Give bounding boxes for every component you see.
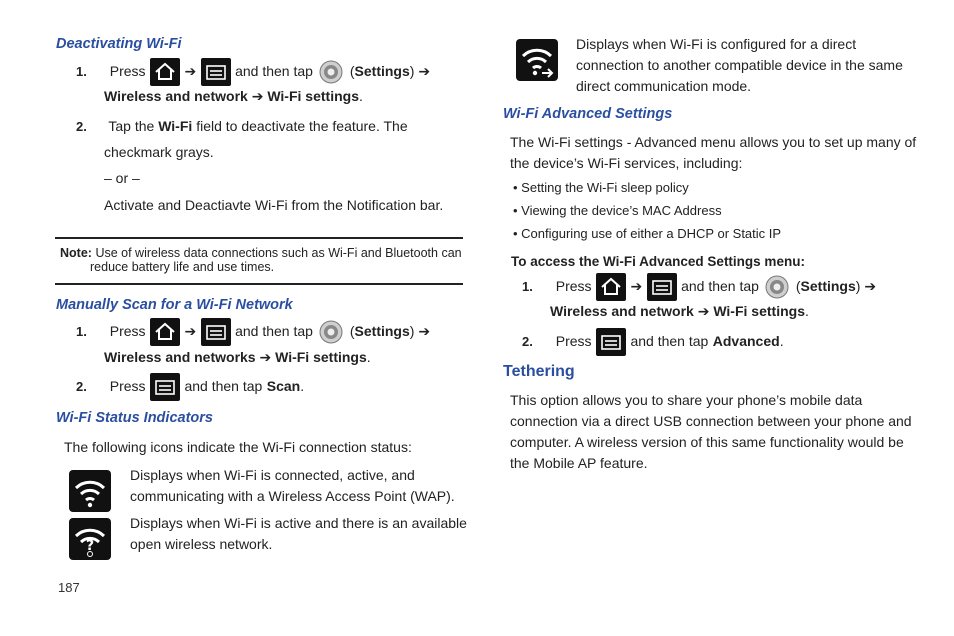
deactivating-wifi-heading: Deactivating Wi-Fi	[56, 36, 182, 52]
note-line-2: reduce battery life and use times.	[90, 260, 275, 274]
arrow: ➔	[418, 63, 431, 80]
step-number: 2.	[76, 119, 87, 134]
tethering-line-1: This option allows you to share your phone’s mobile data	[510, 392, 863, 408]
deactivate-step-2-cont: checkmark grays.	[104, 144, 214, 160]
path-wireless: Wireless and network	[550, 303, 694, 319]
period: .	[804, 303, 809, 319]
page-number: 187	[58, 580, 80, 595]
menu-key-icon	[201, 58, 231, 86]
step-number: 1.	[76, 324, 87, 340]
then-tap-text: and then tap	[235, 323, 313, 340]
manual-step-1-path	[104, 347, 371, 368]
arrow: ➔	[251, 88, 264, 104]
manual-scan-heading: Manually Scan for a Wi-Fi Network	[56, 297, 293, 313]
settings-label: Settings	[354, 63, 410, 80]
deactivate-step-1-path	[104, 86, 363, 107]
path-wireless: Wireless and network	[104, 88, 248, 104]
wifi-connected-icon	[69, 470, 111, 512]
status-indicators-heading: Wi-Fi Status Indicators	[56, 410, 213, 426]
menu-key-icon	[647, 273, 677, 301]
step-text: Tap the	[108, 118, 155, 134]
period: .	[779, 333, 784, 350]
step-number: 2.	[76, 379, 87, 395]
path-wireless: Wireless and networks	[104, 349, 256, 365]
note-bottom-rule	[55, 283, 463, 285]
status-item-2-line-1: Displays when Wi-Fi is active and there is an available	[130, 515, 467, 531]
paren: (	[795, 278, 801, 295]
arrow: ➔	[184, 323, 197, 340]
home-key-icon	[150, 318, 180, 346]
direct-line-2: connection to another compatible device in the same	[576, 57, 903, 73]
path-wifi-settings: Wi-Fi settings	[713, 303, 805, 319]
settings-label: Settings	[800, 278, 856, 295]
press-text: Press	[109, 63, 146, 80]
period: .	[358, 88, 363, 104]
press-text: Press	[109, 323, 146, 340]
menu-key-icon	[201, 318, 231, 346]
status-item-1-line-2: communicating with a Wireless Access Point (WAP).	[130, 488, 455, 504]
advanced-label: Advanced	[712, 333, 780, 350]
advanced-intro-2: the device’s Wi-Fi services, including:	[510, 155, 743, 171]
path-wifi-settings: Wi-Fi settings	[267, 88, 359, 104]
paren: )	[409, 63, 415, 80]
press-text: Press	[109, 378, 146, 395]
settings-gear-icon	[317, 318, 345, 346]
paren: (	[349, 323, 355, 340]
step-number: 1.	[76, 64, 87, 80]
advanced-step-1-path	[550, 301, 809, 322]
deactivate-step-1	[76, 58, 430, 86]
paren: )	[409, 323, 415, 340]
wifi-direct-icon	[516, 39, 558, 81]
home-key-icon	[596, 273, 626, 301]
advanced-step-1	[522, 273, 876, 301]
deactivate-step-2	[76, 116, 408, 137]
scan-label: Scan	[266, 378, 301, 395]
status-intro: The following icons indicate the Wi-Fi connection status:	[64, 439, 412, 455]
period: .	[366, 349, 371, 365]
note-label: Note:	[60, 246, 92, 260]
arrow: ➔	[630, 278, 643, 295]
note-line-1	[60, 246, 462, 261]
tethering-line-2: connection via a direct USB connection between your phone and	[510, 413, 912, 429]
tethering-line-3: computer. A wireless version of this same functionality would be	[510, 434, 904, 450]
access-instructions: To access the Wi-Fi Advanced Settings menu:	[511, 254, 805, 269]
note-top-rule	[55, 237, 463, 239]
deactivate-alt: Activate and Deactiavte Wi-Fi from the Notification bar.	[104, 197, 444, 213]
then-tap-text: and then tap	[184, 378, 263, 395]
advanced-step-2	[522, 328, 784, 356]
then-tap-text: and then tap	[681, 278, 759, 295]
tethering-heading: Tethering	[503, 363, 575, 380]
arrow: ➔	[259, 349, 272, 365]
step-number: 2.	[522, 334, 533, 350]
tethering-line-4: the Mobile AP feature.	[510, 455, 648, 471]
settings-gear-icon	[317, 58, 345, 86]
menu-key-icon	[596, 328, 626, 356]
menu-key-icon	[150, 373, 180, 401]
path-wifi-settings: Wi-Fi settings	[275, 349, 367, 365]
advanced-intro-1: The Wi-Fi settings - Advanced menu allows you to set up many of	[510, 134, 917, 150]
note-text: Use of wireless data connections such as Wi-Fi and Bluetooth can	[95, 246, 462, 260]
advanced-bullet-1: • Setting the Wi-Fi sleep policy	[513, 180, 689, 195]
period: .	[300, 378, 305, 395]
paren: )	[855, 278, 861, 295]
then-tap-text: and then tap	[630, 333, 709, 350]
then-tap-text: and then tap	[235, 63, 313, 80]
svg-text:?: ?	[85, 538, 95, 554]
paren: (	[349, 63, 355, 80]
manual-step-2	[76, 373, 304, 401]
wifi-field-label: Wi-Fi	[158, 118, 193, 134]
wifi-available-icon	[69, 518, 111, 560]
settings-gear-icon	[763, 273, 791, 301]
settings-label: Settings	[354, 323, 410, 340]
arrow: ➔	[864, 278, 877, 295]
arrow: ➔	[184, 63, 197, 80]
manual-step-1	[76, 318, 430, 346]
press-text: Press	[555, 278, 592, 295]
arrow: ➔	[697, 303, 710, 319]
advanced-bullet-3: • Configuring use of either a DHCP or Static IP	[513, 226, 782, 241]
status-item-2-line-2: open wireless network.	[130, 536, 273, 552]
step-text: field to deactivate the feature. The	[196, 118, 408, 134]
status-item-1-line-1: Displays when Wi-Fi is connected, active, and	[130, 467, 415, 483]
step-number: 1.	[522, 279, 533, 295]
advanced-settings-heading: Wi-Fi Advanced Settings	[503, 106, 673, 122]
press-text: Press	[555, 333, 592, 350]
direct-line-3: direct communication mode.	[576, 78, 752, 94]
advanced-bullet-2: • Viewing the device’s MAC Address	[513, 203, 722, 218]
arrow: ➔	[418, 323, 431, 340]
direct-line-1: Displays when Wi-Fi is configured for a direct	[576, 36, 857, 52]
home-key-icon	[150, 58, 180, 86]
or-separator: – or –	[104, 170, 140, 186]
